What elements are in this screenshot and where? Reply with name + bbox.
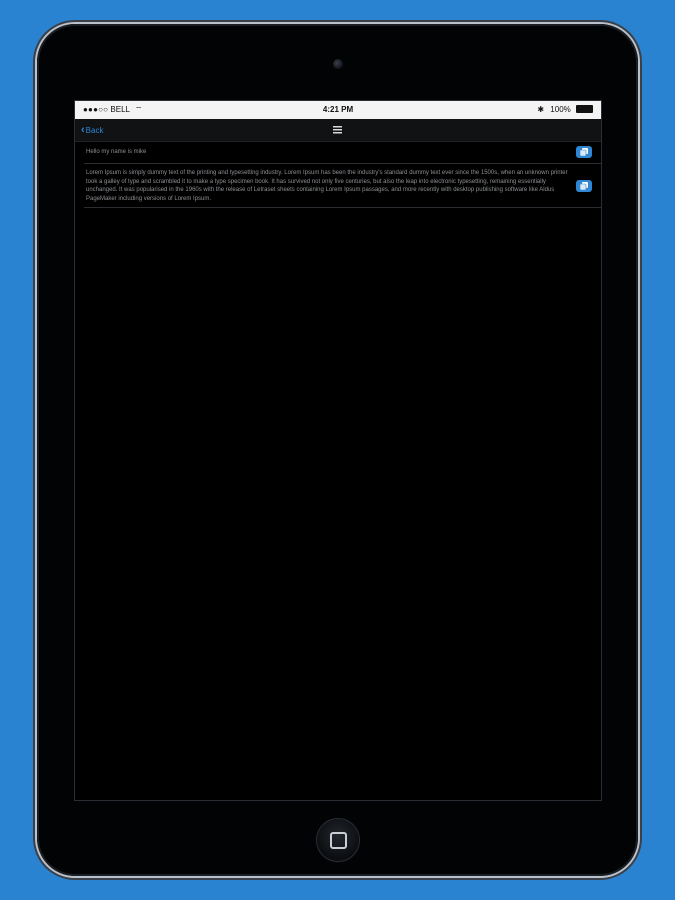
status-time: 4:21 PM	[322, 105, 354, 114]
home-button[interactable]	[317, 819, 359, 861]
navigation-bar	[75, 119, 601, 142]
list-item[interactable]	[84, 164, 601, 208]
battery-group	[537, 101, 593, 119]
carrier-label: BELL	[110, 105, 130, 114]
status-bar	[75, 101, 601, 119]
chevron-left-icon: ‹	[81, 124, 85, 136]
list-item-text: Lorem Ipsum is simply dummy text of the printing and typesetting industry. Lorem Ipsum has been the industry's standard dummy text ever since the 1500s, when an unknown printer took a galley of type and scrambled it to make a type specimen book. It has survived not only five centuries, but also the leap into electronic typesetting, remaining essentially unchanged. It was popularised in the 1960s with the release of Letraset sheets containing Lorem Ipsum passages, and more recently with desktop publishing software like Aldus PageMaker including versions of Lorem Ipsum.	[86, 170, 568, 202]
copy-button[interactable]	[576, 180, 592, 192]
battery-percent: 100%	[550, 105, 571, 114]
list-item[interactable]	[84, 141, 601, 164]
list-icon[interactable]	[333, 125, 342, 134]
battery-icon	[576, 105, 593, 113]
camera-icon	[333, 59, 343, 69]
back-button[interactable]	[81, 123, 103, 137]
list-item-text: Hello my name is mike	[86, 149, 147, 155]
bluetooth-icon: ✱	[537, 105, 545, 114]
home-square-icon	[330, 832, 347, 849]
copy-icon	[580, 182, 588, 190]
wifi-icon: ⌔	[134, 105, 143, 114]
copy-button[interactable]	[576, 146, 592, 158]
signal-icon: ●●●○○	[83, 105, 109, 114]
app-screen	[75, 101, 601, 800]
message-list	[84, 141, 601, 208]
back-label: Back	[85, 126, 104, 135]
copy-icon	[580, 148, 588, 156]
